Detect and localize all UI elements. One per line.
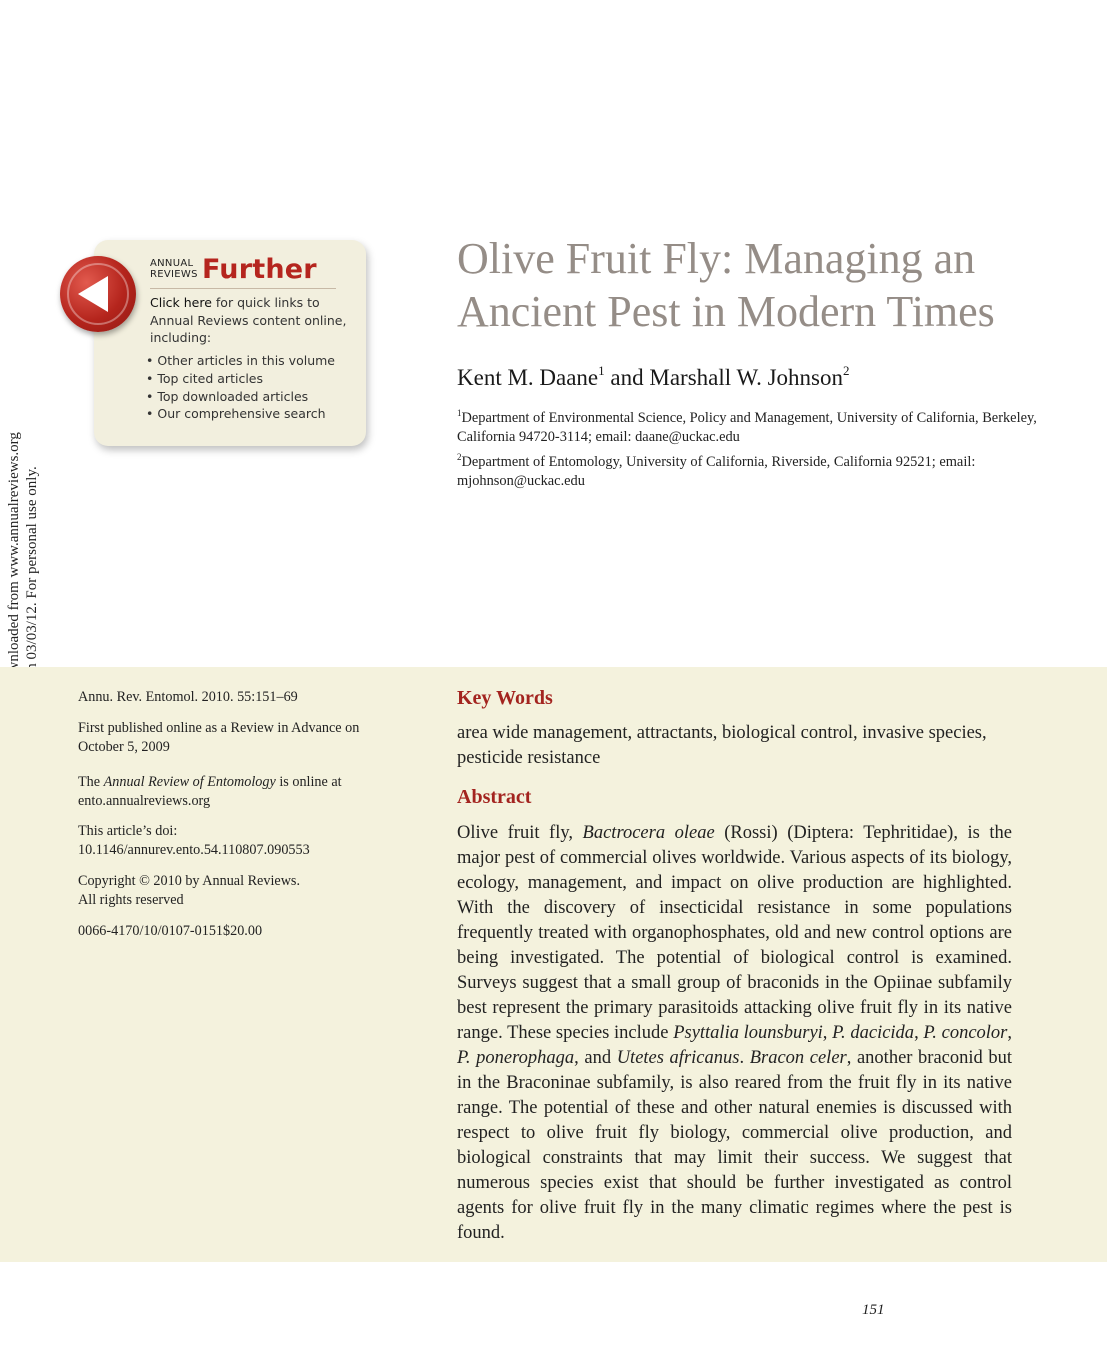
online-notice: The Annual Review of Entomology is online at ento.annualreviews.org (78, 774, 342, 809)
further-divider (150, 288, 336, 289)
author-1: Kent M. Daane (457, 365, 599, 390)
author-2: Marshall W. Johnson (649, 365, 843, 390)
doi-link[interactable]: 10.1146/annurev.ento.54.110807.090553 (78, 842, 310, 858)
article-title: Olive Fruit Fly: Managing an Ancient Pest in Modern Times (457, 234, 995, 336)
affiliation-2: $^2$Department of Entomology, University of California, Riverside, California 92521; email: mjohnson@uckac.edu (457, 452, 976, 489)
further-box[interactable] (94, 240, 366, 446)
further-link-search[interactable]: • Our comprehensive search (146, 405, 335, 423)
keywords-text: area wide management, attractants, biological control, invasive species, pesticide resistance (457, 723, 987, 768)
rights: All rights reserved (78, 892, 184, 908)
article-code: 0066-4170/10/0107-0151$20.00 (78, 923, 263, 939)
citation: Annu. Rev. Entomol. 2010. 55:151–69 (78, 689, 298, 705)
further-link-top-cited[interactable]: • Top cited articles (146, 370, 335, 388)
annual-reviews-further-logo: ANNUAL REVIEWS Further (150, 254, 317, 285)
keywords-heading: Key Words (457, 687, 553, 709)
click-here-link[interactable]: Click here (150, 295, 212, 310)
affiliation-1: $^1$Department of Environmental Science, Policy and Management, University of California, Berkeley, California 94720-3114; email: daane@uckac.edu (457, 408, 1037, 445)
further-link-top-downloaded[interactable]: • Top downloaded articles (146, 388, 335, 406)
first-published: First published online as a Review in Advance on October 5, 2009 (78, 720, 360, 755)
abstract-text: Olive fruit fly, Bactrocera oleae (Rossi) (Diptera: Tephritidae), is the major pest of commercial olives worldwide. Various aspects of its biology, ecology, management, and impact on olive production are highlighted. With the discovery of insecticidal resistance in some populations frequently treated with organophosphates, old and new control options are being investigated. The potential of biological control is examined. Surveys suggest that a small group of braconids in the Opiinae subfamily best represent the primary parasitoids attacking olive fruit fly in its native range. These species include Psyttalia lounsburyi, P. dacicida, P. concolor, P. ponerophaga, and Utetes africanus. Bracon celer, another braconid but in the Braconinae subfamily, is also reared from the fruit fly in its native range. The potential of these and other natural enemies is discussed with respect to olive fruit fly biology, commercial olive production, and biological constraints that may limit their success. We suggest that numerous species exist that should be further investigated as control agents for olive fruit fly in the many climatic regimes where the pest is found. (457, 823, 1013, 1243)
author-line: Kent M. Daane$^1$ and Marshall W. Johnson$^2$ (457, 363, 850, 390)
abstract-heading: Abstract (457, 786, 532, 808)
page-number: 151 (862, 1302, 885, 1318)
doi-label: This article’s doi: (78, 823, 178, 839)
further-link-list (146, 352, 335, 423)
further-link-other-articles[interactable]: • Other articles in this volume (146, 352, 335, 370)
further-wordmark: Further (202, 254, 317, 285)
back-arrow-icon[interactable] (60, 256, 136, 332)
copyright: Copyright © 2010 by Annual Reviews. (78, 873, 301, 889)
further-description: Click here for quick links to Annual Reviews content online, including: (150, 295, 347, 345)
